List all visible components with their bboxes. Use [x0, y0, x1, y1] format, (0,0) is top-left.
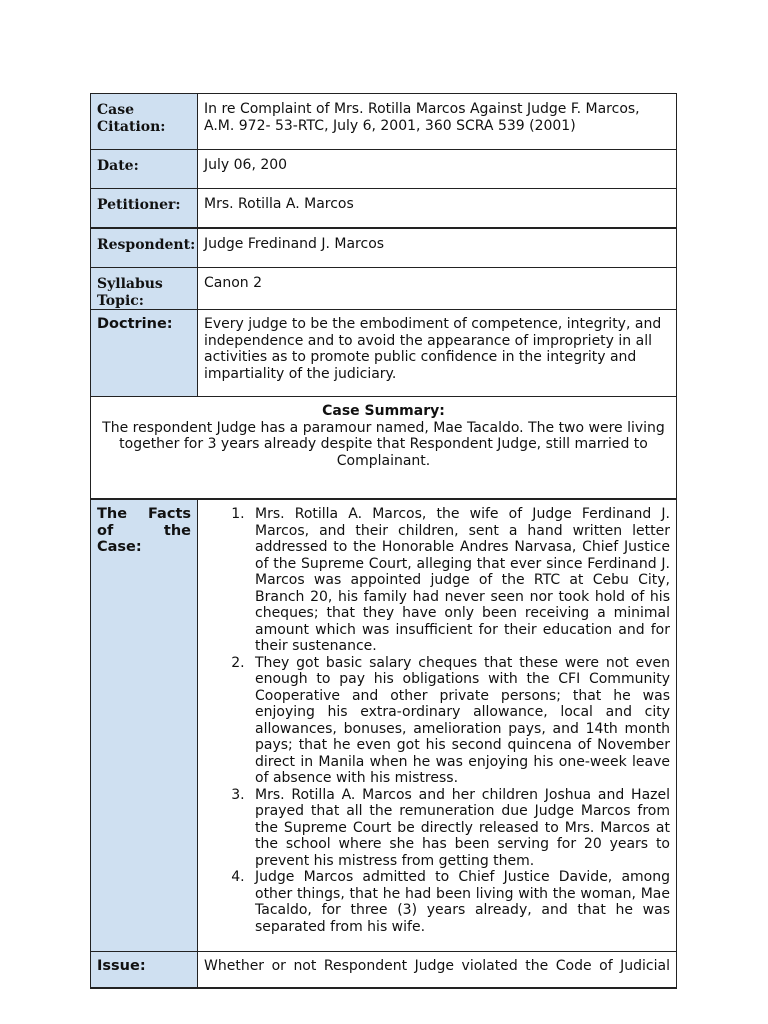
- summary-row: [91, 397, 677, 500]
- case-summary-title: Case Summary:: [322, 403, 445, 419]
- list-item: 4. Judge Marcos admitted to Chief Justice Davide, among other things, that he had been living with the woman, Mae Tacaldo, for three (3) years already, and that he was separated from his wife.: [249, 869, 670, 935]
- list-item: 2. They got basic salary cheques that these were not even enough to pay his obligations with the CFI Community Cooperative and other private persons; that he was enjoying his extra-ordinary allowance, local and city allowances, bonuses, amelioration pays, and 14th month pays; that he even got his second quincena of November direct in Manila when he was enjoying his one-week leave of absence with his mistress.: [249, 655, 670, 787]
- syllabus-row: [91, 268, 677, 310]
- case-digest-page: [90, 93, 677, 989]
- facts-label: The Facts of the Case:: [91, 499, 198, 952]
- list-item: 3. Mrs. Rotilla A. Marcos and her children Joshua and Hazel prayed that all the remuneration due Judge Marcos from the Supreme Court be directly released to Mrs. Marcos at the school where she has been serving for 20 years to prevent his mistress from getting them.: [249, 787, 670, 870]
- case-summary: [91, 397, 677, 500]
- issue-row: [91, 952, 677, 989]
- issue-label: Issue:: [91, 952, 198, 989]
- citation-value: In re Complaint of Mrs. Rotilla Marcos Against Judge F. Marcos, A.M. 972- 53-RTC, July 6, 2001, 360 SCRA 539 (2001): [198, 94, 677, 150]
- list-item: 1. Mrs. Rotilla A. Marcos, the wife of Judge Ferdinand J. Marcos, and their children, sent a hand written letter addressed to the Honorable Andres Narvasa, Chief Justice of the Supreme Court, alleging that ever since Ferdinand J. Marcos was appointed judge of the RTC at Cebu City, Branch 20, his family had never seen nor took hold of his cheques; that they have only been receiving a minimal amount which was insufficient for their education and for their sustenance.: [249, 506, 670, 655]
- date-row: [91, 150, 677, 189]
- case-digest-table: [90, 93, 677, 989]
- doctrine-row: [91, 310, 677, 397]
- petitioner-row: [91, 189, 677, 229]
- syllabus-label: Syllabus Topic:: [91, 268, 198, 310]
- doctrine-value: Every judge to be the embodiment of competence, integrity, and independence and to avoid the appearance of impropriety in all activities as to promote public confidence in the integrity and impartiality of the judiciary.: [198, 310, 677, 397]
- case-summary-text: The respondent Judge has a paramour named, Mae Tacaldo. The two were living together for 3 years already despite that Respondent Judge, still married to Complainant.: [102, 419, 665, 469]
- facts-value: [198, 499, 677, 952]
- date-label: Date:: [91, 150, 198, 189]
- respondent-row: [91, 228, 677, 268]
- petitioner-value: Mrs. Rotilla A. Marcos: [198, 189, 677, 229]
- facts-row: [91, 499, 677, 952]
- petitioner-label: Petitioner:: [91, 189, 198, 229]
- respondent-value: Judge Fredinand J. Marcos: [198, 228, 677, 268]
- date-value: July 06, 200: [198, 150, 677, 189]
- doctrine-label: Doctrine:: [91, 310, 198, 397]
- syllabus-value: Canon 2: [198, 268, 677, 310]
- issue-value: Whether or not Respondent Judge violated the Code of Judicial: [198, 952, 677, 989]
- respondent-label: Respondent:: [91, 228, 198, 268]
- citation-label: Case Citation:: [91, 94, 198, 150]
- citation-row: [91, 94, 677, 150]
- facts-list: [204, 506, 670, 935]
